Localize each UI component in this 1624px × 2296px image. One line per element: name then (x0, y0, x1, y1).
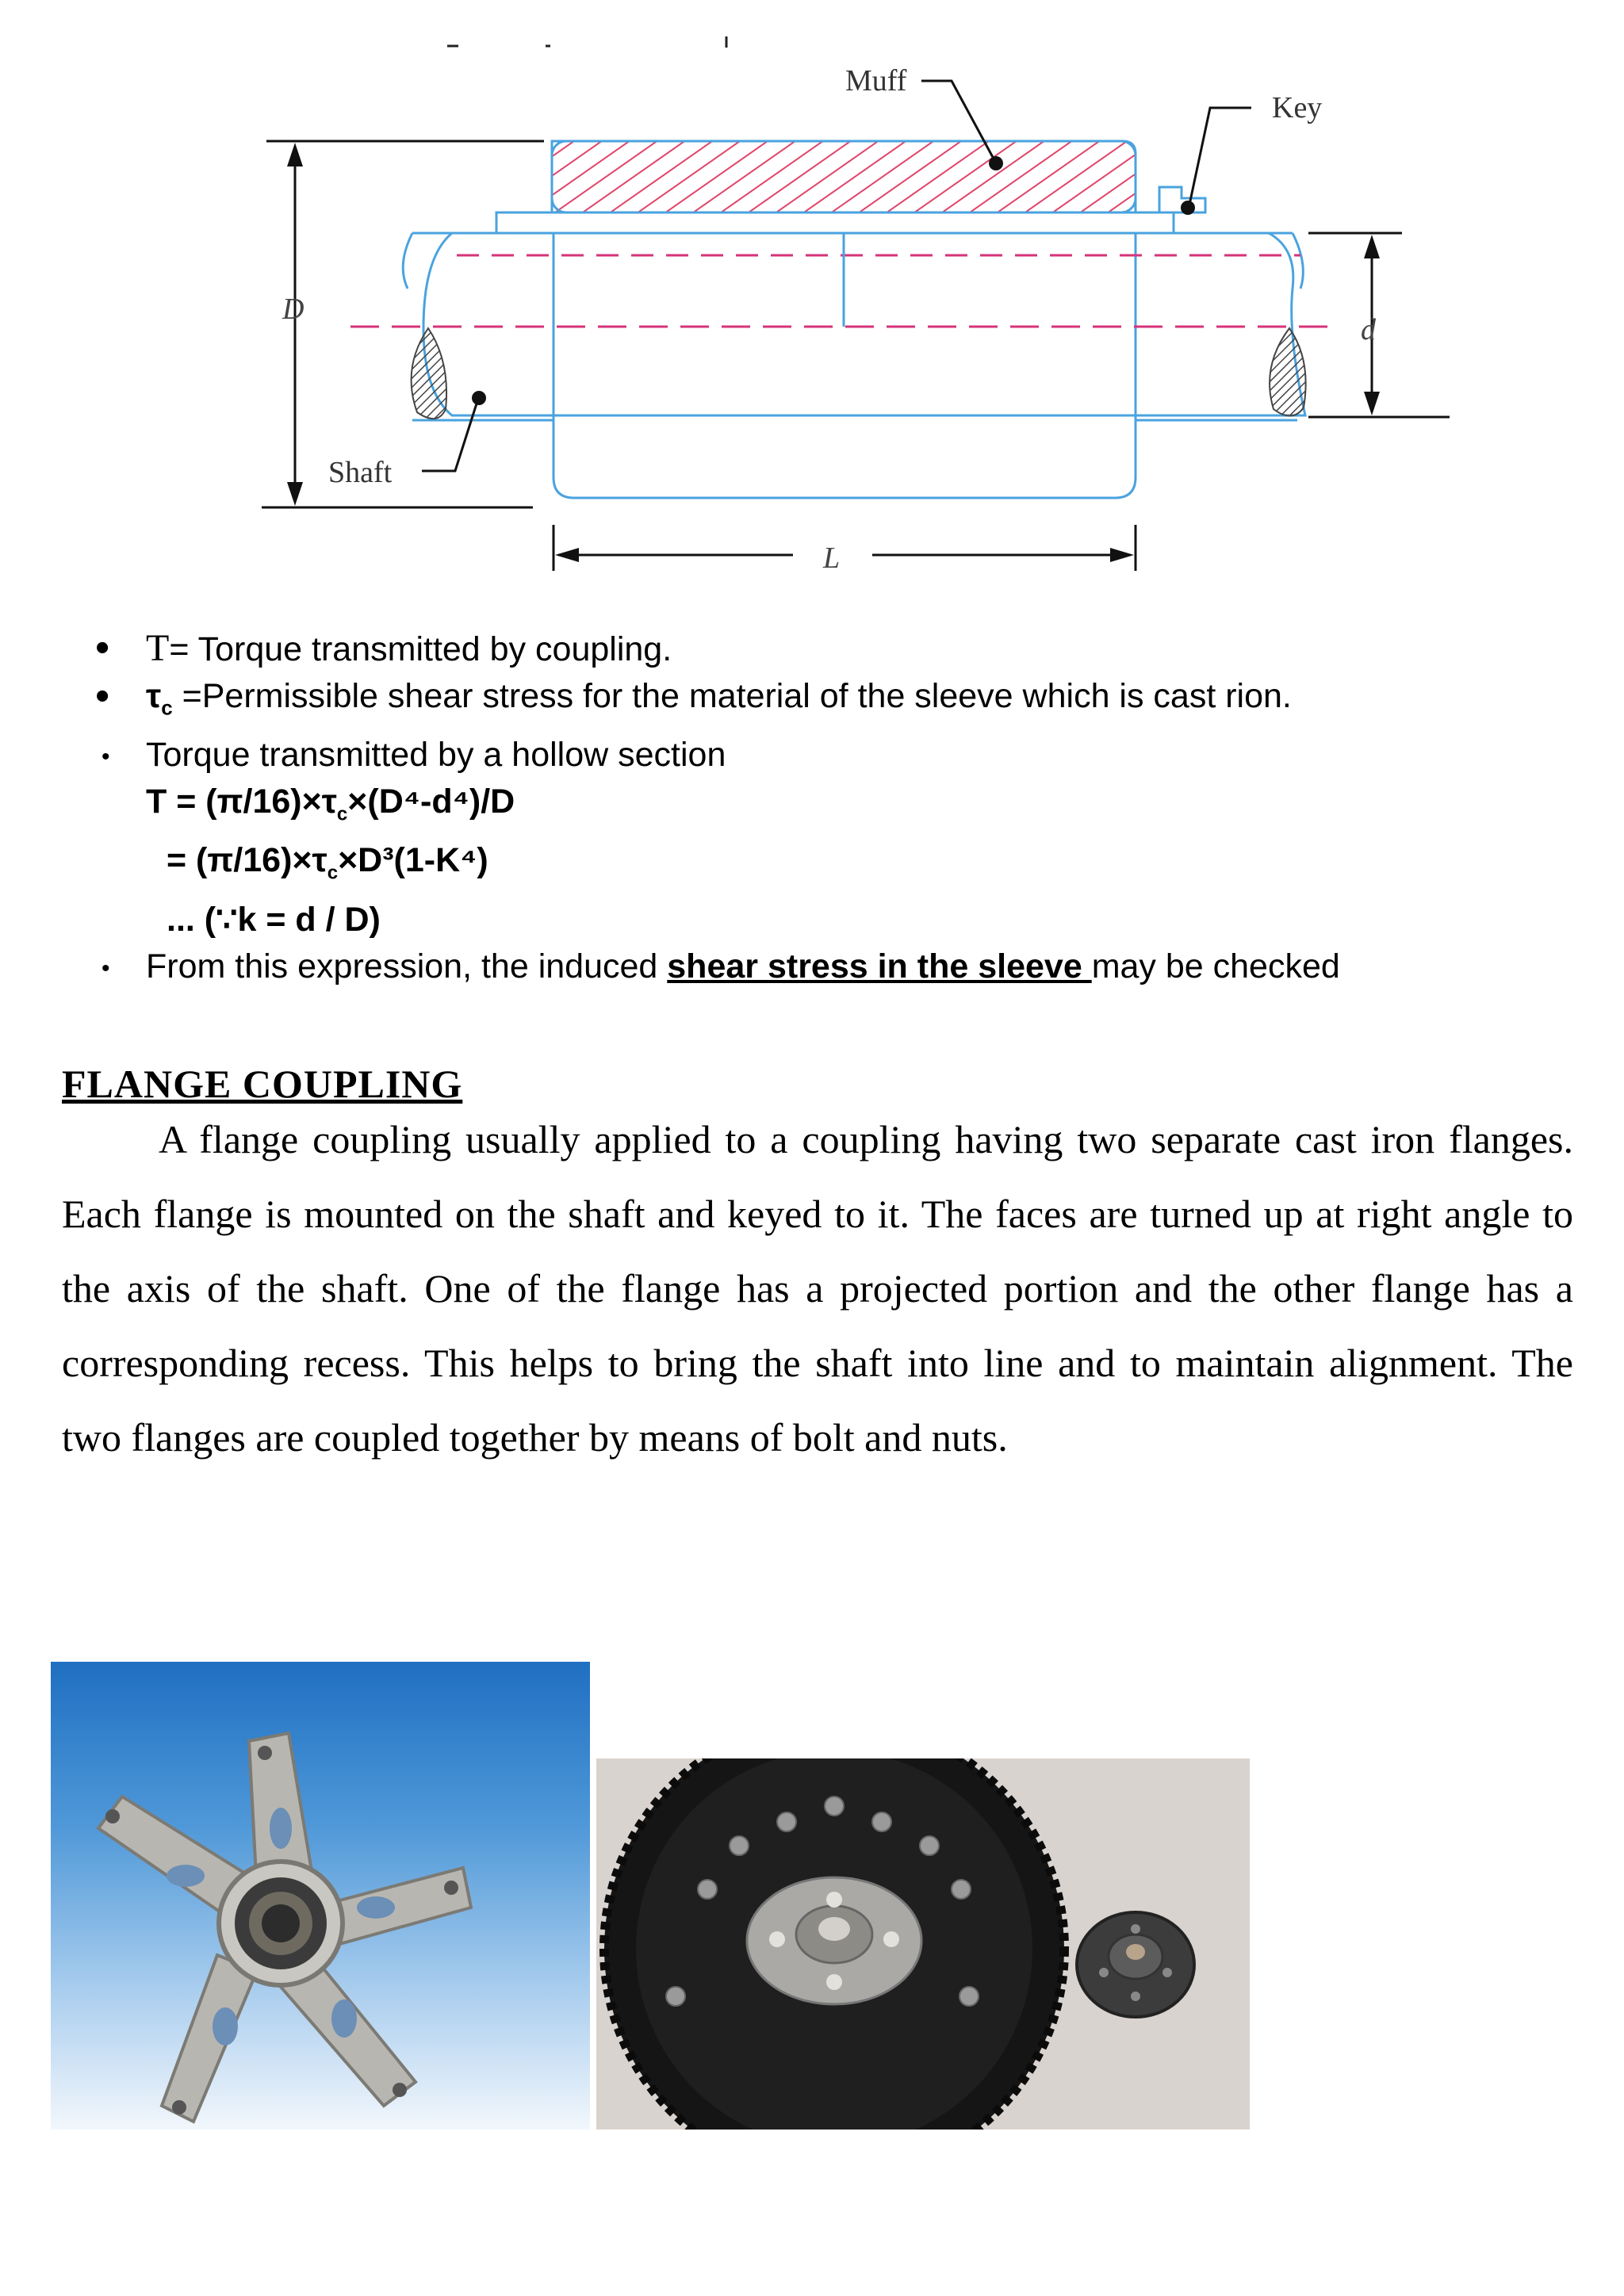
bullet-torque (87, 625, 1578, 673)
photo-flange-hub (51, 1662, 590, 2130)
top-marks (447, 36, 726, 48)
sprocket-flange-illustration (596, 1758, 1250, 2130)
shaft-outline (423, 233, 1305, 415)
dimension-d (1308, 233, 1450, 417)
bullet-dot: • (102, 955, 110, 982)
tau-subscript: c (161, 695, 173, 720)
bullet-dot: • (95, 625, 110, 671)
bullet-shear-check: • From this expression, the induced shear stress in the sleeve may be checked (87, 943, 1578, 990)
photo-sprocket-flange (596, 1758, 1250, 2130)
shaft-end-right-section (1270, 328, 1306, 416)
formula-line-2: = $(\pi/16)\times\tau_c\times D^3(1-K^4)$ (167, 841, 488, 884)
hollow-section-text: Torque transmitted by a hollow section (146, 735, 726, 774)
label-D: D (282, 293, 304, 326)
shaft-top-band (496, 212, 1174, 233)
dimension-L (553, 525, 1136, 571)
bullet-dot: • (102, 743, 110, 770)
label-muff: Muff (845, 64, 907, 98)
muff-coupling-diagram (0, 0, 1624, 603)
bullet-hollow-section (87, 732, 1578, 779)
formula-line-3: ... (∵k = d / D) (167, 900, 381, 939)
section-paragraph: A flange coupling usually applied to a coupling having two separate cast iron flanges. Each flange is mounted on the shaft and keyed to it. The faces are turned up at right angle to the axis of the shaft. One of the flange has a projected portion and the other flange has a corresponding recess. This helps to bring the shaft into line and to maintain alignment. The two flanges are coupled together by means of bolt and nuts. (62, 1117, 1573, 1460)
muff-hatched-section (552, 141, 1136, 212)
label-L: L (823, 541, 841, 575)
label-d: d (1361, 313, 1376, 346)
label-key: Key (1272, 91, 1323, 124)
tau-symbol: τ (146, 677, 162, 715)
shaft-end-left-section (412, 328, 446, 419)
bullet-list (87, 625, 1578, 990)
formula-line-1: $T = (\pi/16)\times\tau_c\times(D^4-d^4)/D$ (146, 782, 515, 825)
section-heading: FLANGE COUPLING (62, 1062, 463, 1106)
shear-stress-emphasis: shear stress in the sleeve (667, 947, 1092, 985)
label-shaft: Shaft (328, 456, 393, 489)
shear-stress-definition: =Permissible shear stress for the material of the sleeve which is cast rion. (172, 677, 1292, 715)
bullet-dot: • (95, 673, 110, 719)
bullet-shear-stress (87, 673, 1578, 732)
torque-definition: = Torque transmitted by coupling. (169, 630, 672, 668)
leader-key (1181, 108, 1251, 215)
flange-hub-illustration (51, 1662, 590, 2130)
torque-symbol: T (146, 627, 170, 669)
